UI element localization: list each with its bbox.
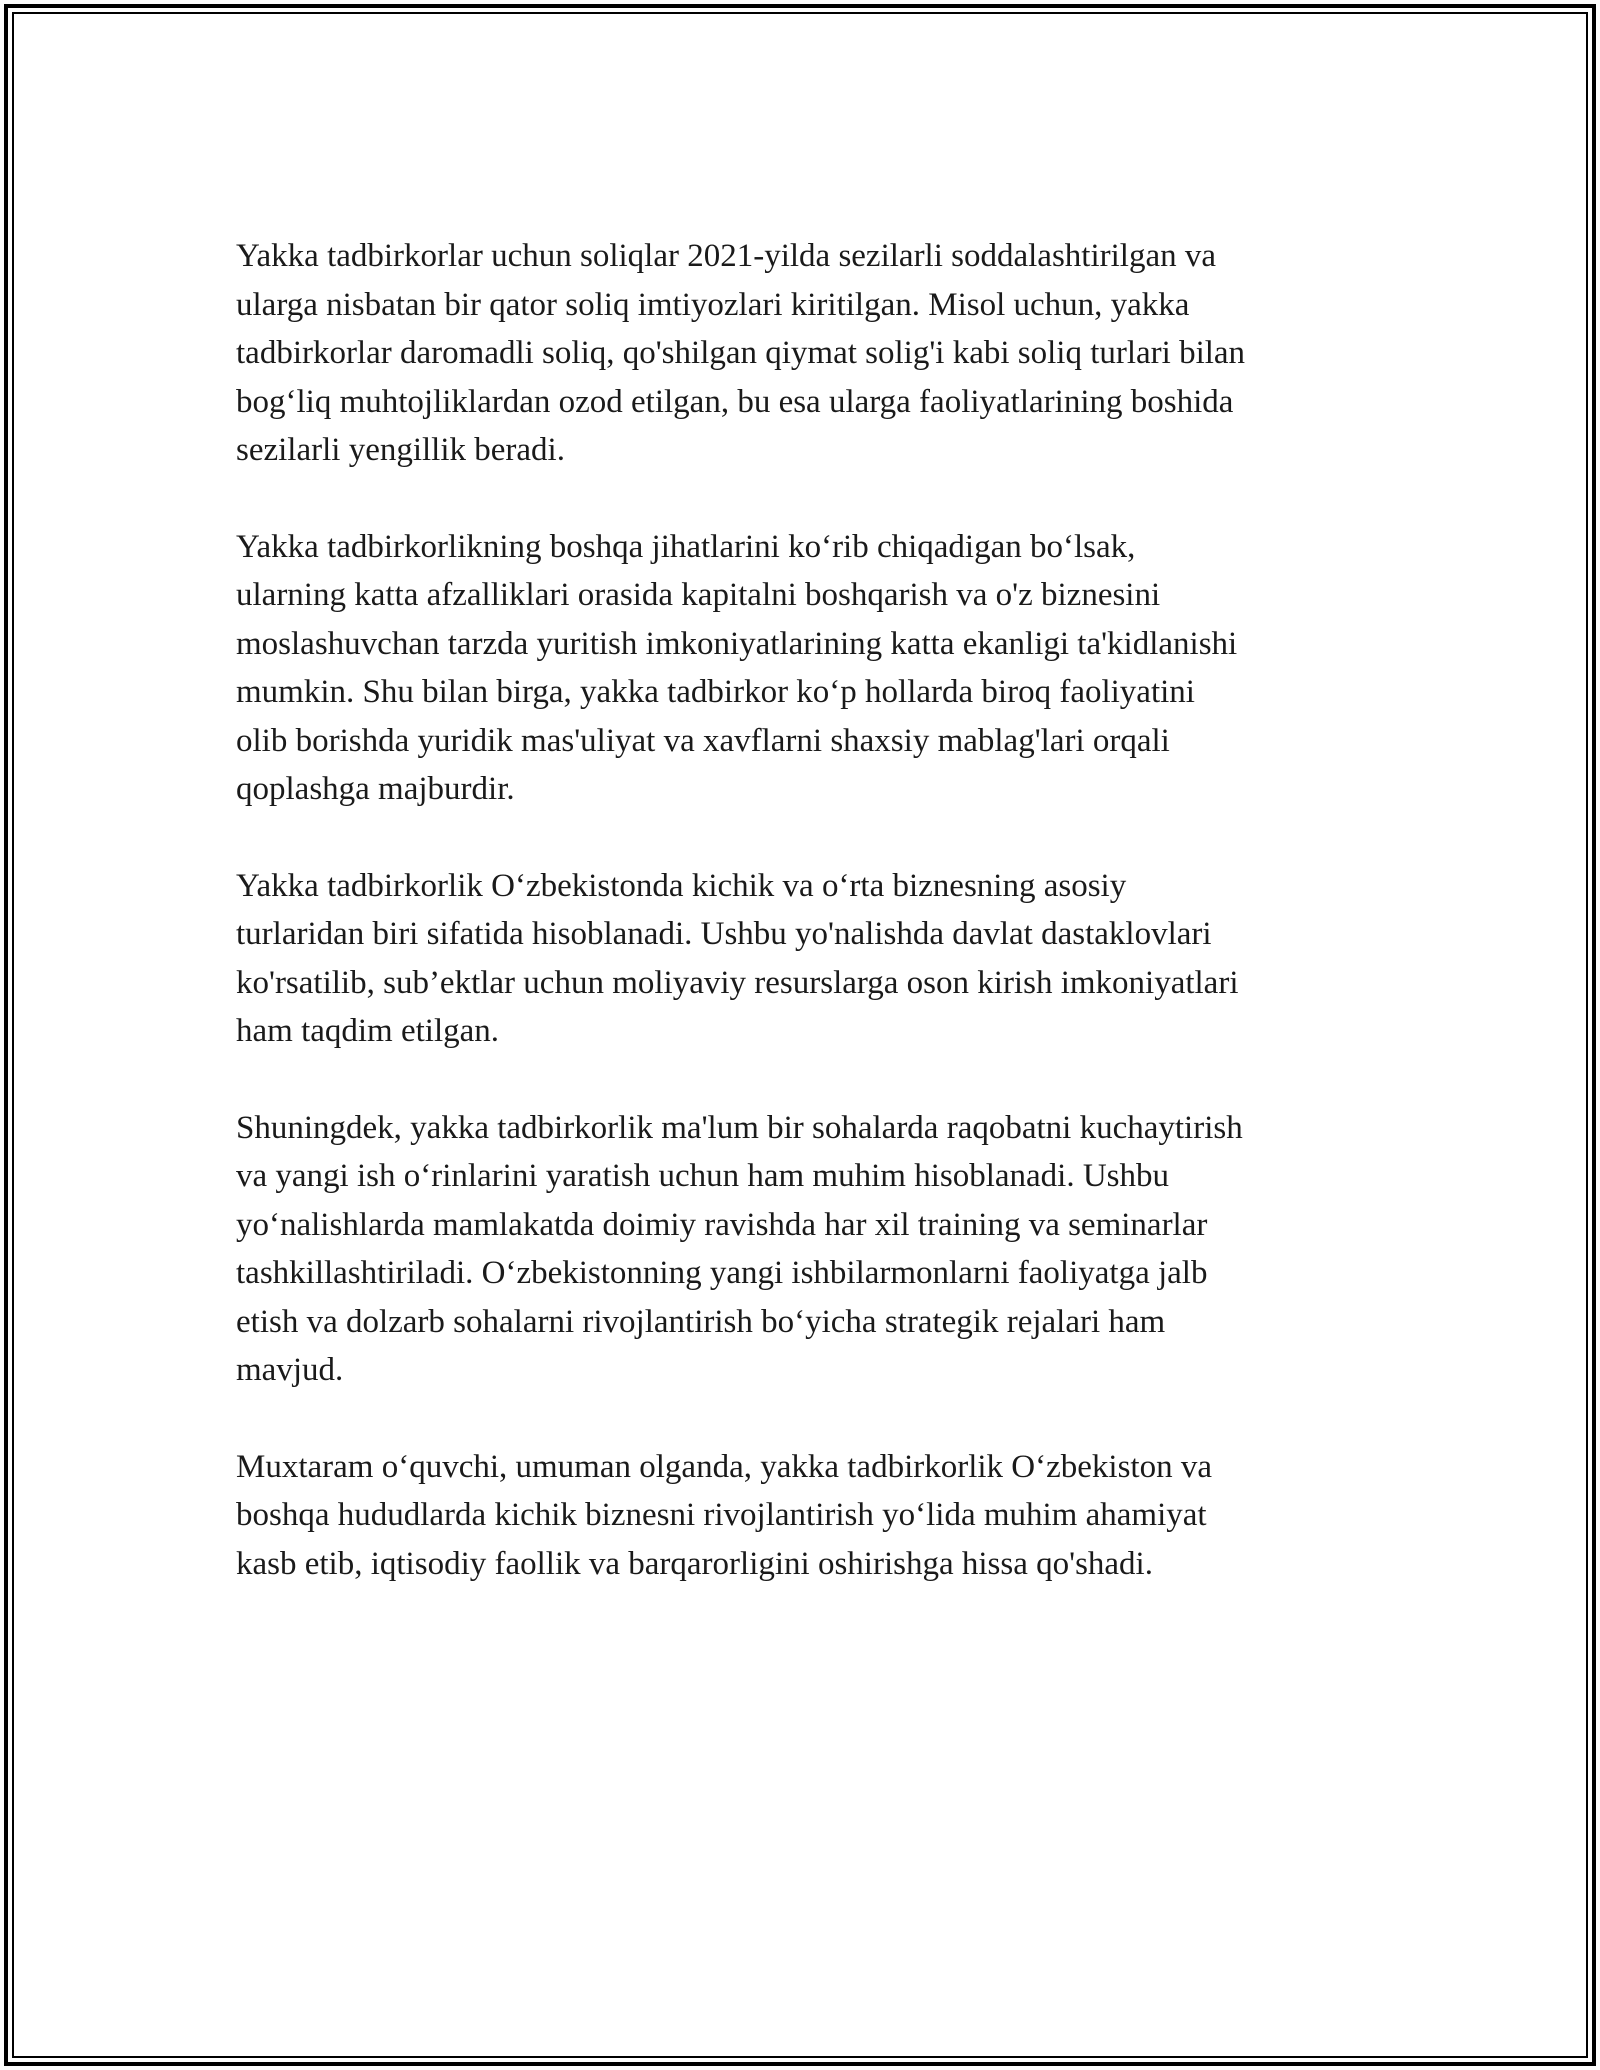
text-line: ularga nisbatan bir qator soliq imtiyozlari kiritilgan. Misol uchun, yakka (236, 286, 1190, 323)
paragraph-1 (236, 232, 1376, 475)
text-line: Shuningdek, yakka tadbirkorlik ma'lum bir sohalarda raqobatni kuchaytirish (236, 1109, 1243, 1146)
paragraph-4 (236, 1104, 1376, 1395)
text-line: sezilarli yengillik beradi. (236, 432, 565, 468)
text-line: kasb etib, iqtisodiy faollik va barqarorligini oshirishga hissa qo'shadi. (236, 1545, 1153, 1582)
text-line: boshqa hududlarda kichik biznesni rivojlantirish yo‘lida muhim ahamiyat (236, 1497, 1207, 1533)
text-line: ham taqdim etilgan. (236, 1013, 500, 1049)
text-line: ko'rsatilib, sub’ektlar uchun moliyaviy resurslarga oson kirish imkoniyatlari (236, 964, 1239, 1001)
text-line: tadbirkorlar daromadli soliq, qo'shilgan qiymat solig'i kabi soliq turlari bilan (236, 335, 1246, 371)
text-line: yo‘nalishlarda mamlakatda doimiy ravishda har xil training va seminarlar (236, 1206, 1208, 1243)
text-line: turlaridan biri sifatida hisoblanadi. Ushbu yo'nalishda davlat dastaklovlari (236, 916, 1212, 952)
text-line: mumkin. Shu bilan birga, yakka tadbirkor ko‘p hollarda biroq faoliyatini (236, 674, 1195, 710)
text-line: etish va dolzarb sohalarni rivojlantirish bo‘yicha strategik rejalari ham (236, 1303, 1166, 1340)
text-line: Yakka tadbirkorlar uchun soliqlar 2021-yilda sezilarli soddalashtirilgan va (236, 238, 1216, 274)
paragraph-2 (236, 523, 1376, 814)
text-line: moslashuvchan tarzda yuritish imkoniyatlarining katta ekanligi ta'kidlanishi (236, 625, 1238, 662)
text-line: qoplashga majburdir. (236, 771, 515, 807)
text-line: mavjud. (236, 1352, 344, 1388)
paragraph-3 (236, 862, 1376, 1056)
text-line: Yakka tadbirkorlikning boshqa jihatlarini ko‘rib chiqadigan bo‘lsak, (236, 528, 1136, 565)
text-line: Muxtaram o‘quvchi, umuman olganda, yakka tadbirkorlik O‘zbekiston va (236, 1448, 1212, 1485)
paragraph-5 (236, 1443, 1376, 1589)
text-line: bog‘liq muhtojliklardan ozod etilgan, bu esa ularga faoliyatlarining boshida (236, 383, 1234, 420)
text-line: va yangi ish o‘rinlarini yaratish uchun ham muhim hisoblanadi. Ushbu (236, 1158, 1170, 1194)
text-line: Yakka tadbirkorlik O‘zbekistonda kichik va o‘rta biznesning asosiy (236, 867, 1127, 904)
text-line: olib borishda yuridik mas'uliyat va xavflarni shaxsiy mablag'lari orqali (236, 722, 1170, 759)
text-line: tashkillashtiriladi. O‘zbekistonning yangi ishbilarmonlarni faoliyatga jalb (236, 1255, 1208, 1291)
text-line: ularning katta afzalliklari orasida kapitalni boshqarish va o'z biznesini (236, 577, 1161, 613)
document-body (236, 232, 1376, 1636)
